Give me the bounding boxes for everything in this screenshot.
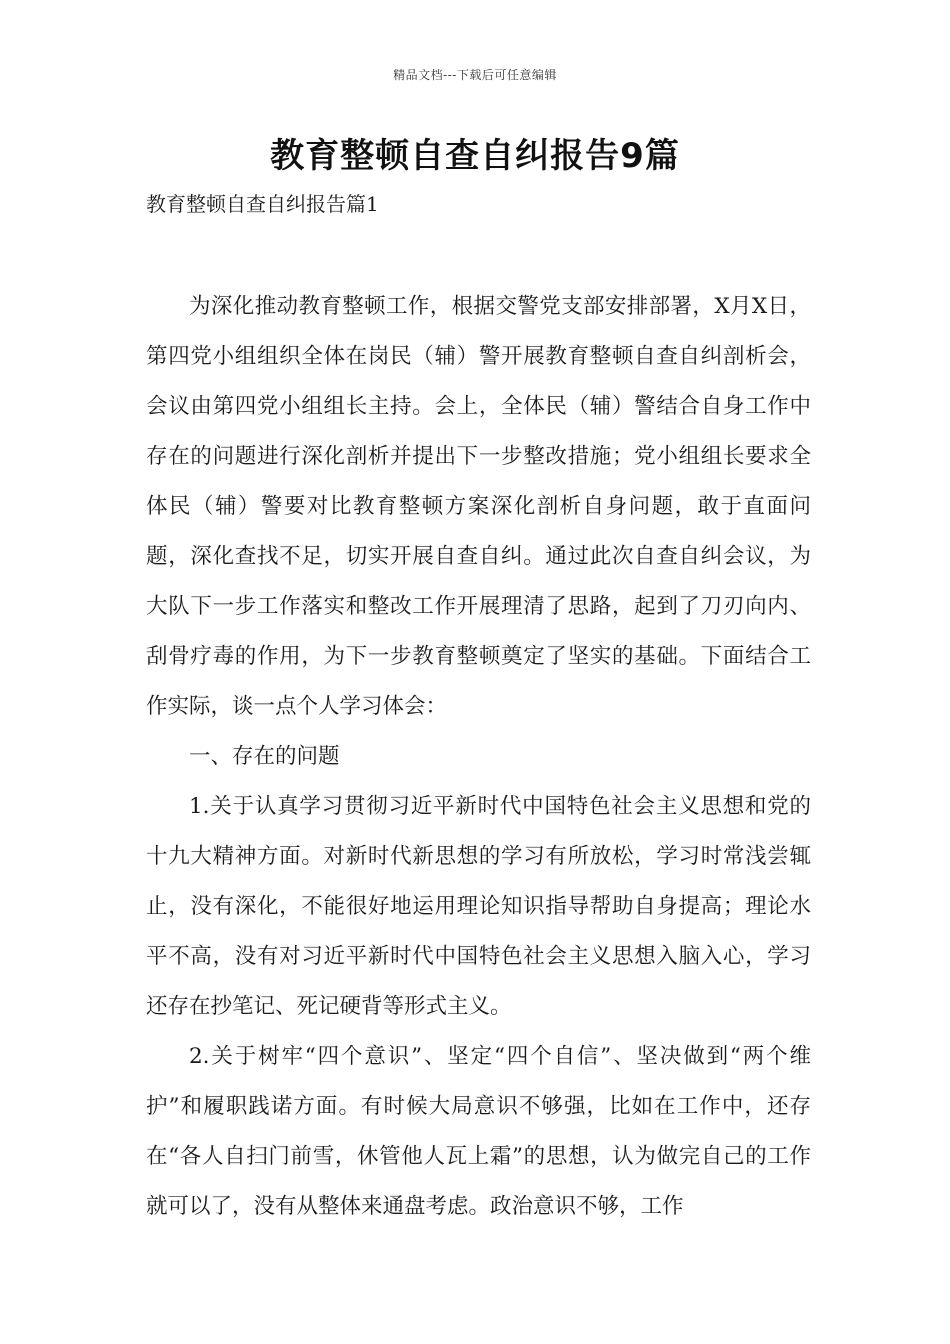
body-text [146, 282, 811, 1232]
paragraph-intro: 为深化推动教育整顿工作，根据交警党支部安排部署，X月X日，第四党小组组织全体在岗民（辅）警开展教育整顿自查自纠剖析会，会议由第四党小组组长主持。会上，全体民（辅）警结合自身工作中存在的问题进行深化剖析并提出下一步整改措施；党小组组长要求全体民（辅）警要对比教育整顿方案深化剖析自身问题，敢于直面问题，深化查找不足，切实开展自查自纠。通过此次自查自纠会议，为大队下一步工作落实和整改工作开展理清了思路，起到了刀刃向内、刮骨疗毒的作用，为下一步教育整顿奠定了坚实的基础。下面结合工作实际，谈一点个人学习体会： [146, 294, 811, 719]
document-title: 教育整顿自查自纠报告9篇 [270, 136, 680, 176]
section-heading: 教育整顿自查自纠报告篇1 [146, 192, 379, 216]
paragraph-problems-heading: 一、存在的问题 [189, 744, 340, 769]
paragraph-problem-1: 1.关于认真学习贯彻习近平新时代中国特色社会主义思想和党的十九大精神方面。对新时代新思想的学习有所放松，学习时常浅尝辄止，没有深化，不能很好地运用理论知识指导帮助自身提高；理论水平不高，没有对习近平新时代中国特色社会主义思想入脑入心，学习还存在抄笔记、死记硬背等形式主义。 [146, 794, 811, 1019]
header-note: 精品文档---下载后可任意编辑 [393, 68, 557, 82]
paragraph-problem-2: 2.关于树牢“四个意识”、坚定“四个自信”、坚决做到“两个维护”和履职践诺方面。有时候大局意识不够强，比如在工作中，还存在“各人自扫门前雪，休管他人瓦上霜”的思想，认为做完自己的工作就可以了，没有从整体来通盘考虑。政治意识不够，工作 [146, 1044, 811, 1219]
